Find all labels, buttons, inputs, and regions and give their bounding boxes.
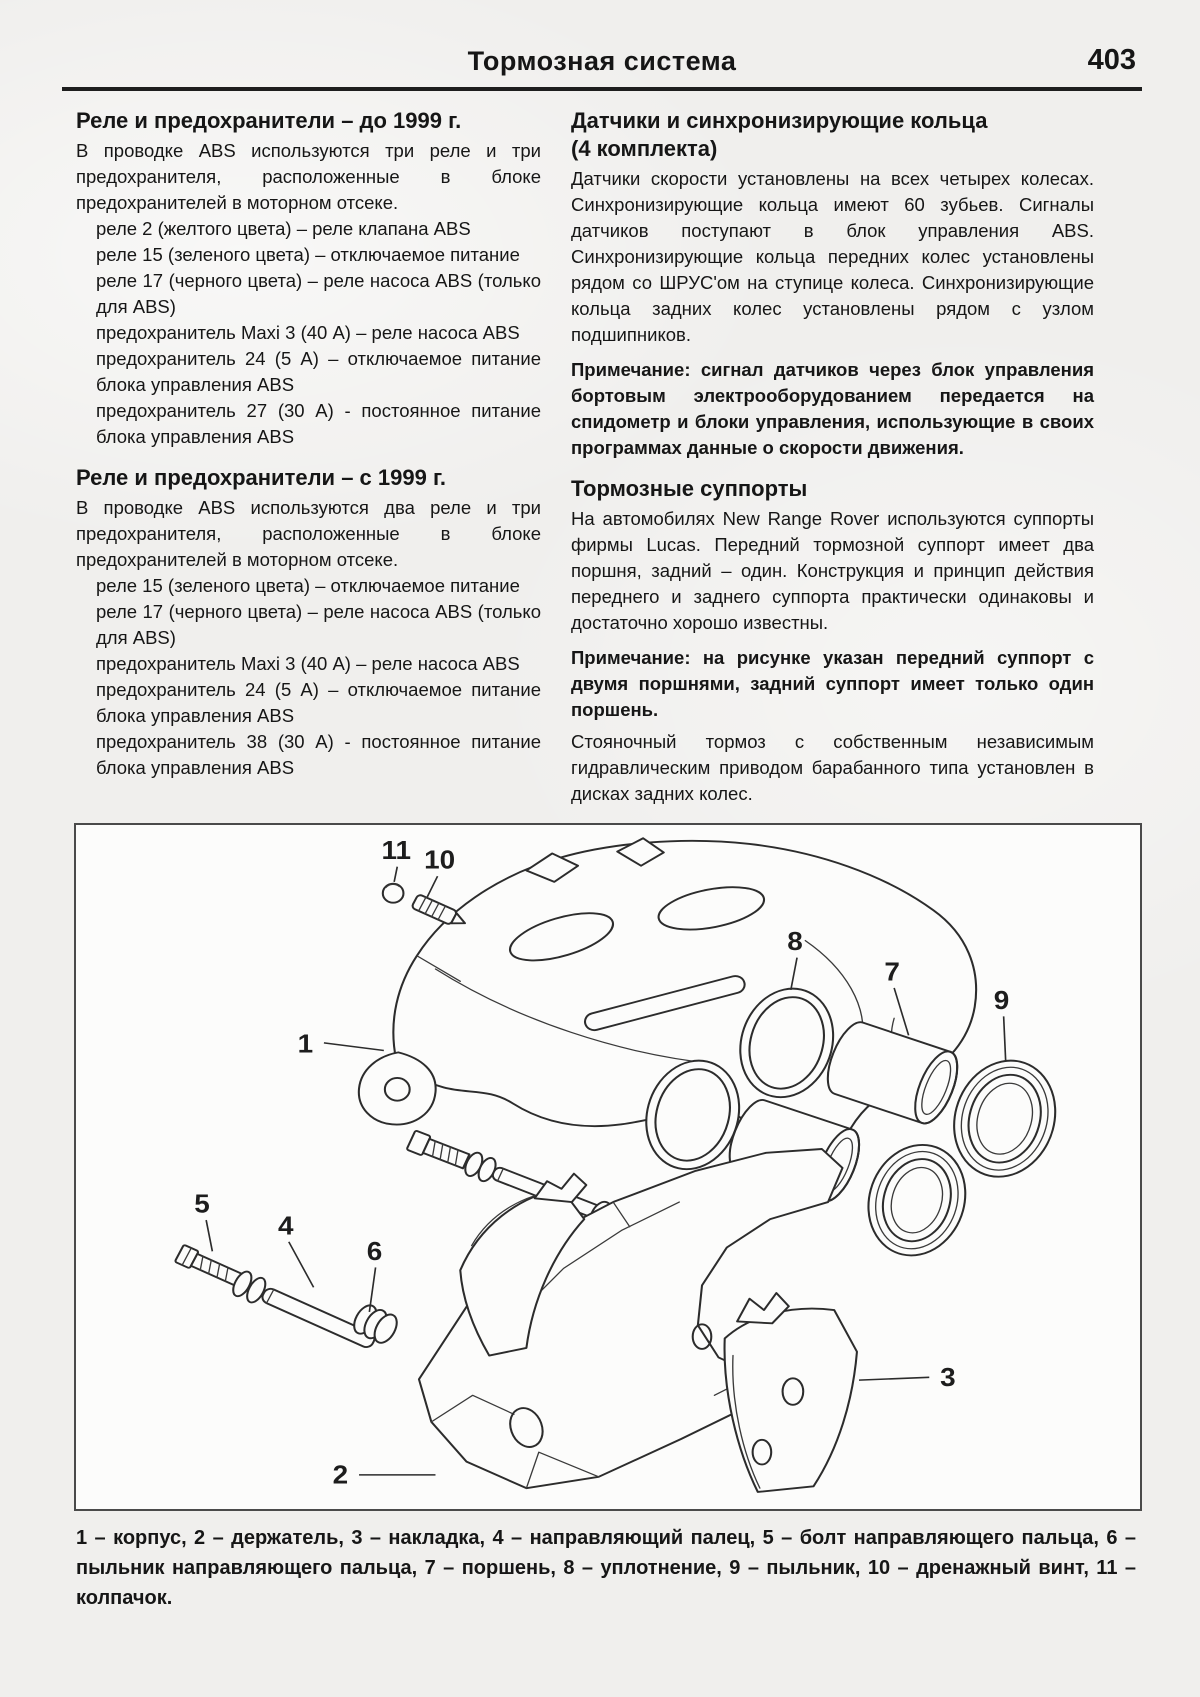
heading-relays-post1999: Реле и предохранители – с 1999 г. (76, 465, 447, 490)
list-item: предохранитель 24 (5 А) – отключаемое питание блока управления ABS (96, 679, 541, 726)
caliper-exploded-diagram (76, 825, 1140, 1509)
callout-3: 3 (940, 1362, 956, 1392)
note-calipers: Примечание: на рисунке указан передний суппорт с двумя поршнями, задний суппорт имеет только один поршень. (571, 647, 1094, 720)
text-columns (76, 105, 1130, 807)
callout-7: 7 (884, 957, 900, 987)
left-column (76, 105, 541, 781)
guide-pin-drawing (229, 1269, 379, 1354)
list-item: предохранитель Maxi 3 (40 А) – реле насоса ABS (96, 653, 520, 674)
list-item: реле 17 (черного цвета) – реле насоса ABS (только для ABS) (96, 270, 541, 317)
callout-10: 10 (424, 845, 456, 875)
callout-11: 11 (381, 836, 411, 865)
paragraph-relays-pre1999-intro: В проводке ABS используются три реле и три предохранителя, расположенные в блоке предохранителей в моторном отсеке. (76, 140, 541, 213)
outer-pad-drawing (725, 1293, 857, 1492)
leader-5 (206, 1220, 212, 1251)
fuse-list-pre1999 (76, 216, 541, 450)
callout-1: 1 (297, 1029, 314, 1059)
callout-5: 5 (194, 1189, 210, 1219)
list-item: реле 15 (зеленого цвета) – отключаемое питание (96, 575, 520, 596)
heading-relays-pre1999: Реле и предохранители – до 1999 г. (76, 108, 462, 133)
list-item: предохранитель 24 (5 А) – отключаемое питание блока управления ABS (96, 348, 541, 395)
callout-2: 2 (332, 1460, 349, 1490)
paragraph-parking-brake: Стояночный тормоз с собственным независимым гидравлическим приводом барабанного типа установлен в дисках задних колес. (571, 731, 1094, 804)
callout-8: 8 (787, 927, 803, 956)
paragraph-sensors: Датчики скорости установлены на всех четырех колесах. Синхронизирующие кольца имеют 60 зубьев. Сигналы датчиков поступают в блок управления ABS. Синхронизирующие кольца передних колес установлены рядом со ШРУС'ом на ступице колеса. Синхронизирующие кольца задних колес установлены рядом с узлом подшипников. (571, 168, 1094, 345)
figure-frame (74, 823, 1142, 1511)
figure-caption: 1 – корпус, 2 – держатель, 3 – накладка, 4 – направляющий палец, 5 – болт направляющего пальца, 6 – пыльник направляющего пальца, 7 – поршень, 8 – уплотнение, 9 – пыльник, 10 – дренажный винт, 11 – колпачок. (76, 1527, 1136, 1609)
list-item: реле 2 (желтого цвета) – реле клапана ABS (96, 218, 471, 239)
callout-6: 6 (366, 1236, 383, 1266)
leader-10 (427, 876, 437, 897)
list-item: предохранитель Maxi 3 (40 А) – реле насоса ABS (96, 322, 520, 343)
right-column (571, 105, 1094, 807)
heading-sensors-line2: (4 комплекта) (571, 136, 718, 161)
page-number: 403 (1087, 44, 1136, 76)
list-item: предохранитель 38 (30 А) - постоянное питание блока управления ABS (96, 731, 541, 778)
list-item: реле 15 (зеленого цвета) – отключаемое питание (96, 244, 520, 265)
guide-pin-bolt-drawing (175, 1245, 243, 1289)
page-title: Тормозная система (467, 46, 737, 76)
leader-1 (324, 1043, 384, 1051)
paragraph-relays-post1999-intro: В проводке ABS используются два реле и три предохранителя, расположенные в блоке предохранителей в моторном отсеке. (76, 497, 541, 570)
callout-9: 9 (993, 985, 1010, 1015)
list-item: реле 17 (черного цвета) – реле насоса ABS (только для ABS) (96, 601, 541, 648)
cap-drawing (383, 884, 404, 903)
heading-calipers: Тормозные суппорты (571, 476, 808, 501)
leader-9 (1004, 1016, 1006, 1061)
heading-sensors: Датчики и синхронизирующие кольца (571, 108, 988, 133)
list-item: предохранитель 27 (30 А) - постоянное питание блока управления ABS (96, 400, 541, 447)
paragraph-calipers: На автомобилях New Range Rover используются суппорты фирмы Lucas. Передний тормозной суппорт имеет два поршня, задний – один. Конструкция и принцип действия переднего и заднего суппорта практически одинаковы и достаточно хорошо известны. (571, 508, 1094, 633)
leader-4 (289, 1242, 314, 1287)
note-sensors: Примечание: сигнал датчиков через блок управления бортовым электрооборудованием передается на спидометр и блоки управления, использующие в своих программах данные о скорости движения. (571, 359, 1094, 458)
leader-11 (394, 867, 397, 882)
page-header (62, 46, 1142, 91)
leader-3 (859, 1377, 929, 1380)
fuse-list-post1999 (76, 573, 541, 781)
callout-4: 4 (277, 1211, 294, 1240)
